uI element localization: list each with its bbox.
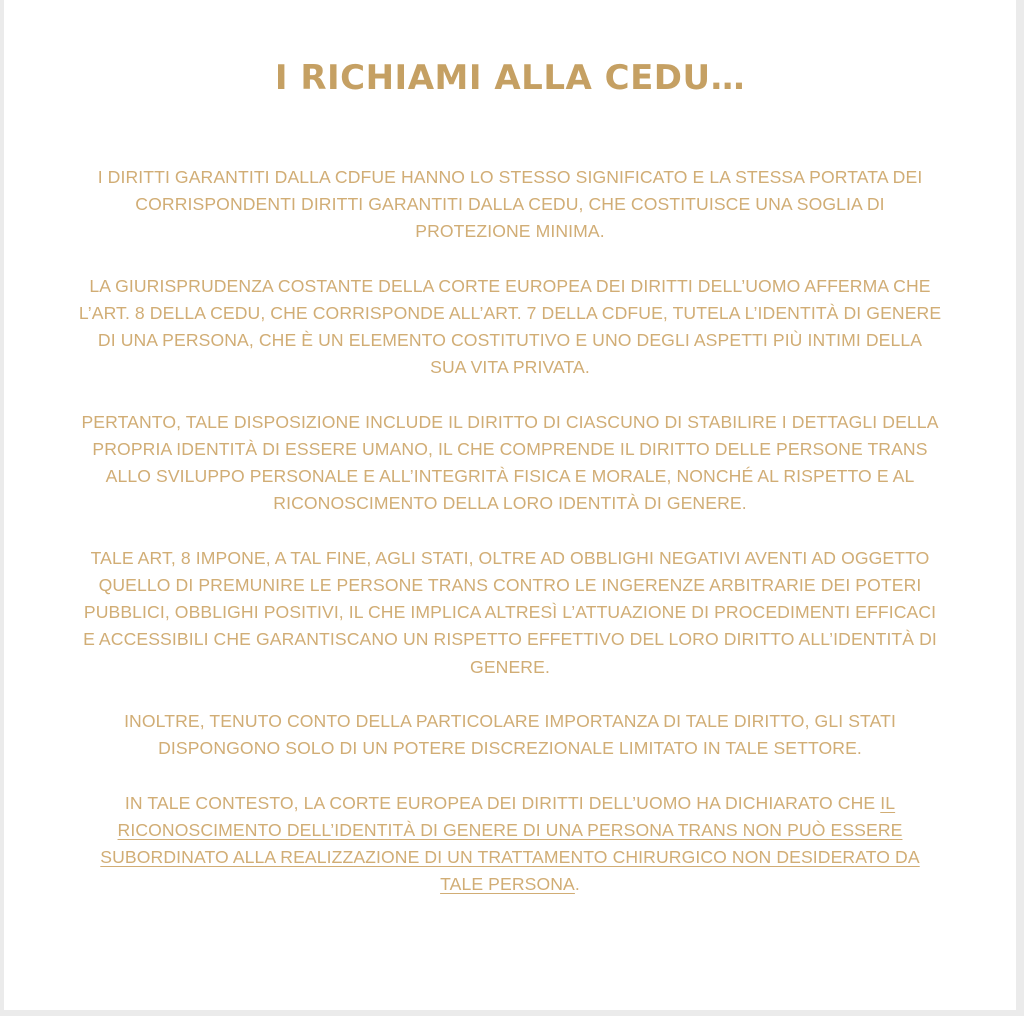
paragraph-6-tail: . <box>574 874 580 895</box>
paragraph-5: INOLTRE, TENUTO CONTO DELLA PARTICOLARE IMPORTANZA DI TALE DIRITTO, GLI STATI DISPONGONO SOLO DI UN POTERE DISCREZIONALE LIMITATO IN TALE SETTORE. <box>124 711 896 759</box>
paragraph-6-lead: IN TALE CONTESTO, LA CORTE EUROPEA DEI DIRITTI DELL’UOMO HA DICHIARATO CHE <box>124 792 881 813</box>
paragraph-2: LA GIURISPRUDENZA COSTANTE DELLA CORTE EUROPEA DEI DIRITTI DELL’UOMO AFFERMA CHE L’ART. 8 DELLA CEDU, CHE CORRISPONDE ALL’ART. 7 DELLA CDFUE, TUTELA L’IDENTITÀ DI GENERE DI UNA PERSONA, CHE È UN ELEMENTO COSTITUTIVO E UNO DEGLI ASPETTI PIÙ INTIMI DELLA SUA VITA PRIVATA. <box>78 275 942 378</box>
page-title: I RICHIAMI ALLA CEDU… <box>274 58 746 98</box>
document-body <box>78 164 942 926</box>
paragraph-3: PERTANTO, TALE DISPOSIZIONE INCLUDE IL DIRITTO DI CIASCUNO DI STABILIRE I DETTAGLI DELLA PROPRIA IDENTITÀ DI ESSERE UMANO, IL CHE COMPRENDE IL DIRITTO DELLE PERSONE TRANS ALLO SVILUPPO PERSONALE E ALL’INTEGRITÀ FISICA E MORALE, NONCHÉ AL RISPETTO E AL RICONOSCIMENTO DELLA LORO IDENTITÀ DI GENERE. <box>81 411 939 514</box>
paragraph-1: I DIRITTI GARANTITI DALLA CDFUE HANNO LO STESSO SIGNIFICATO E LA STESSA PORTATA DEI CORRISPONDENTI DIRITTI GARANTITI DALLA CEDU, CHE COSTITUISCE UNA SOGLIA DI PROTEZIONE MINIMA. <box>97 167 923 242</box>
document-page <box>4 0 1016 1010</box>
paragraph-6 <box>78 790 942 899</box>
underlined-statement: IL RICONOSCIMENTO DELL’IDENTITÀ DI GENERE DI UNA PERSONA TRANS NON PUÒ ESSERE SUBORDINATO ALLA REALIZZAZIONE DI UN TRATTAMENTO CHIRURGICO NON DESIDERATO DA TALE PERSONA <box>100 792 920 895</box>
paragraph-4: TALE ART, 8 IMPONE, A TAL FINE, AGLI STATI, OLTRE AD OBBLIGHI NEGATIVI AVENTI AD OGGETTO QUELLO DI PREMUNIRE LE PERSONE TRANS CONTRO LE INGERENZE ARBITRARIE DEI POTERI PUBBLICI, OBBLIGHI POSITIVI, IL CHE IMPLICA ALTRESÌ L’ATTUAZIONE DI PROCEDIMENTI EFFICACI E ACCESSIBILI CHE GARANTISCANO UN RISPETTO EFFETTIVO DEL LORO DIRITTO ALL’IDENTITÀ DI GENERE. <box>83 547 937 677</box>
